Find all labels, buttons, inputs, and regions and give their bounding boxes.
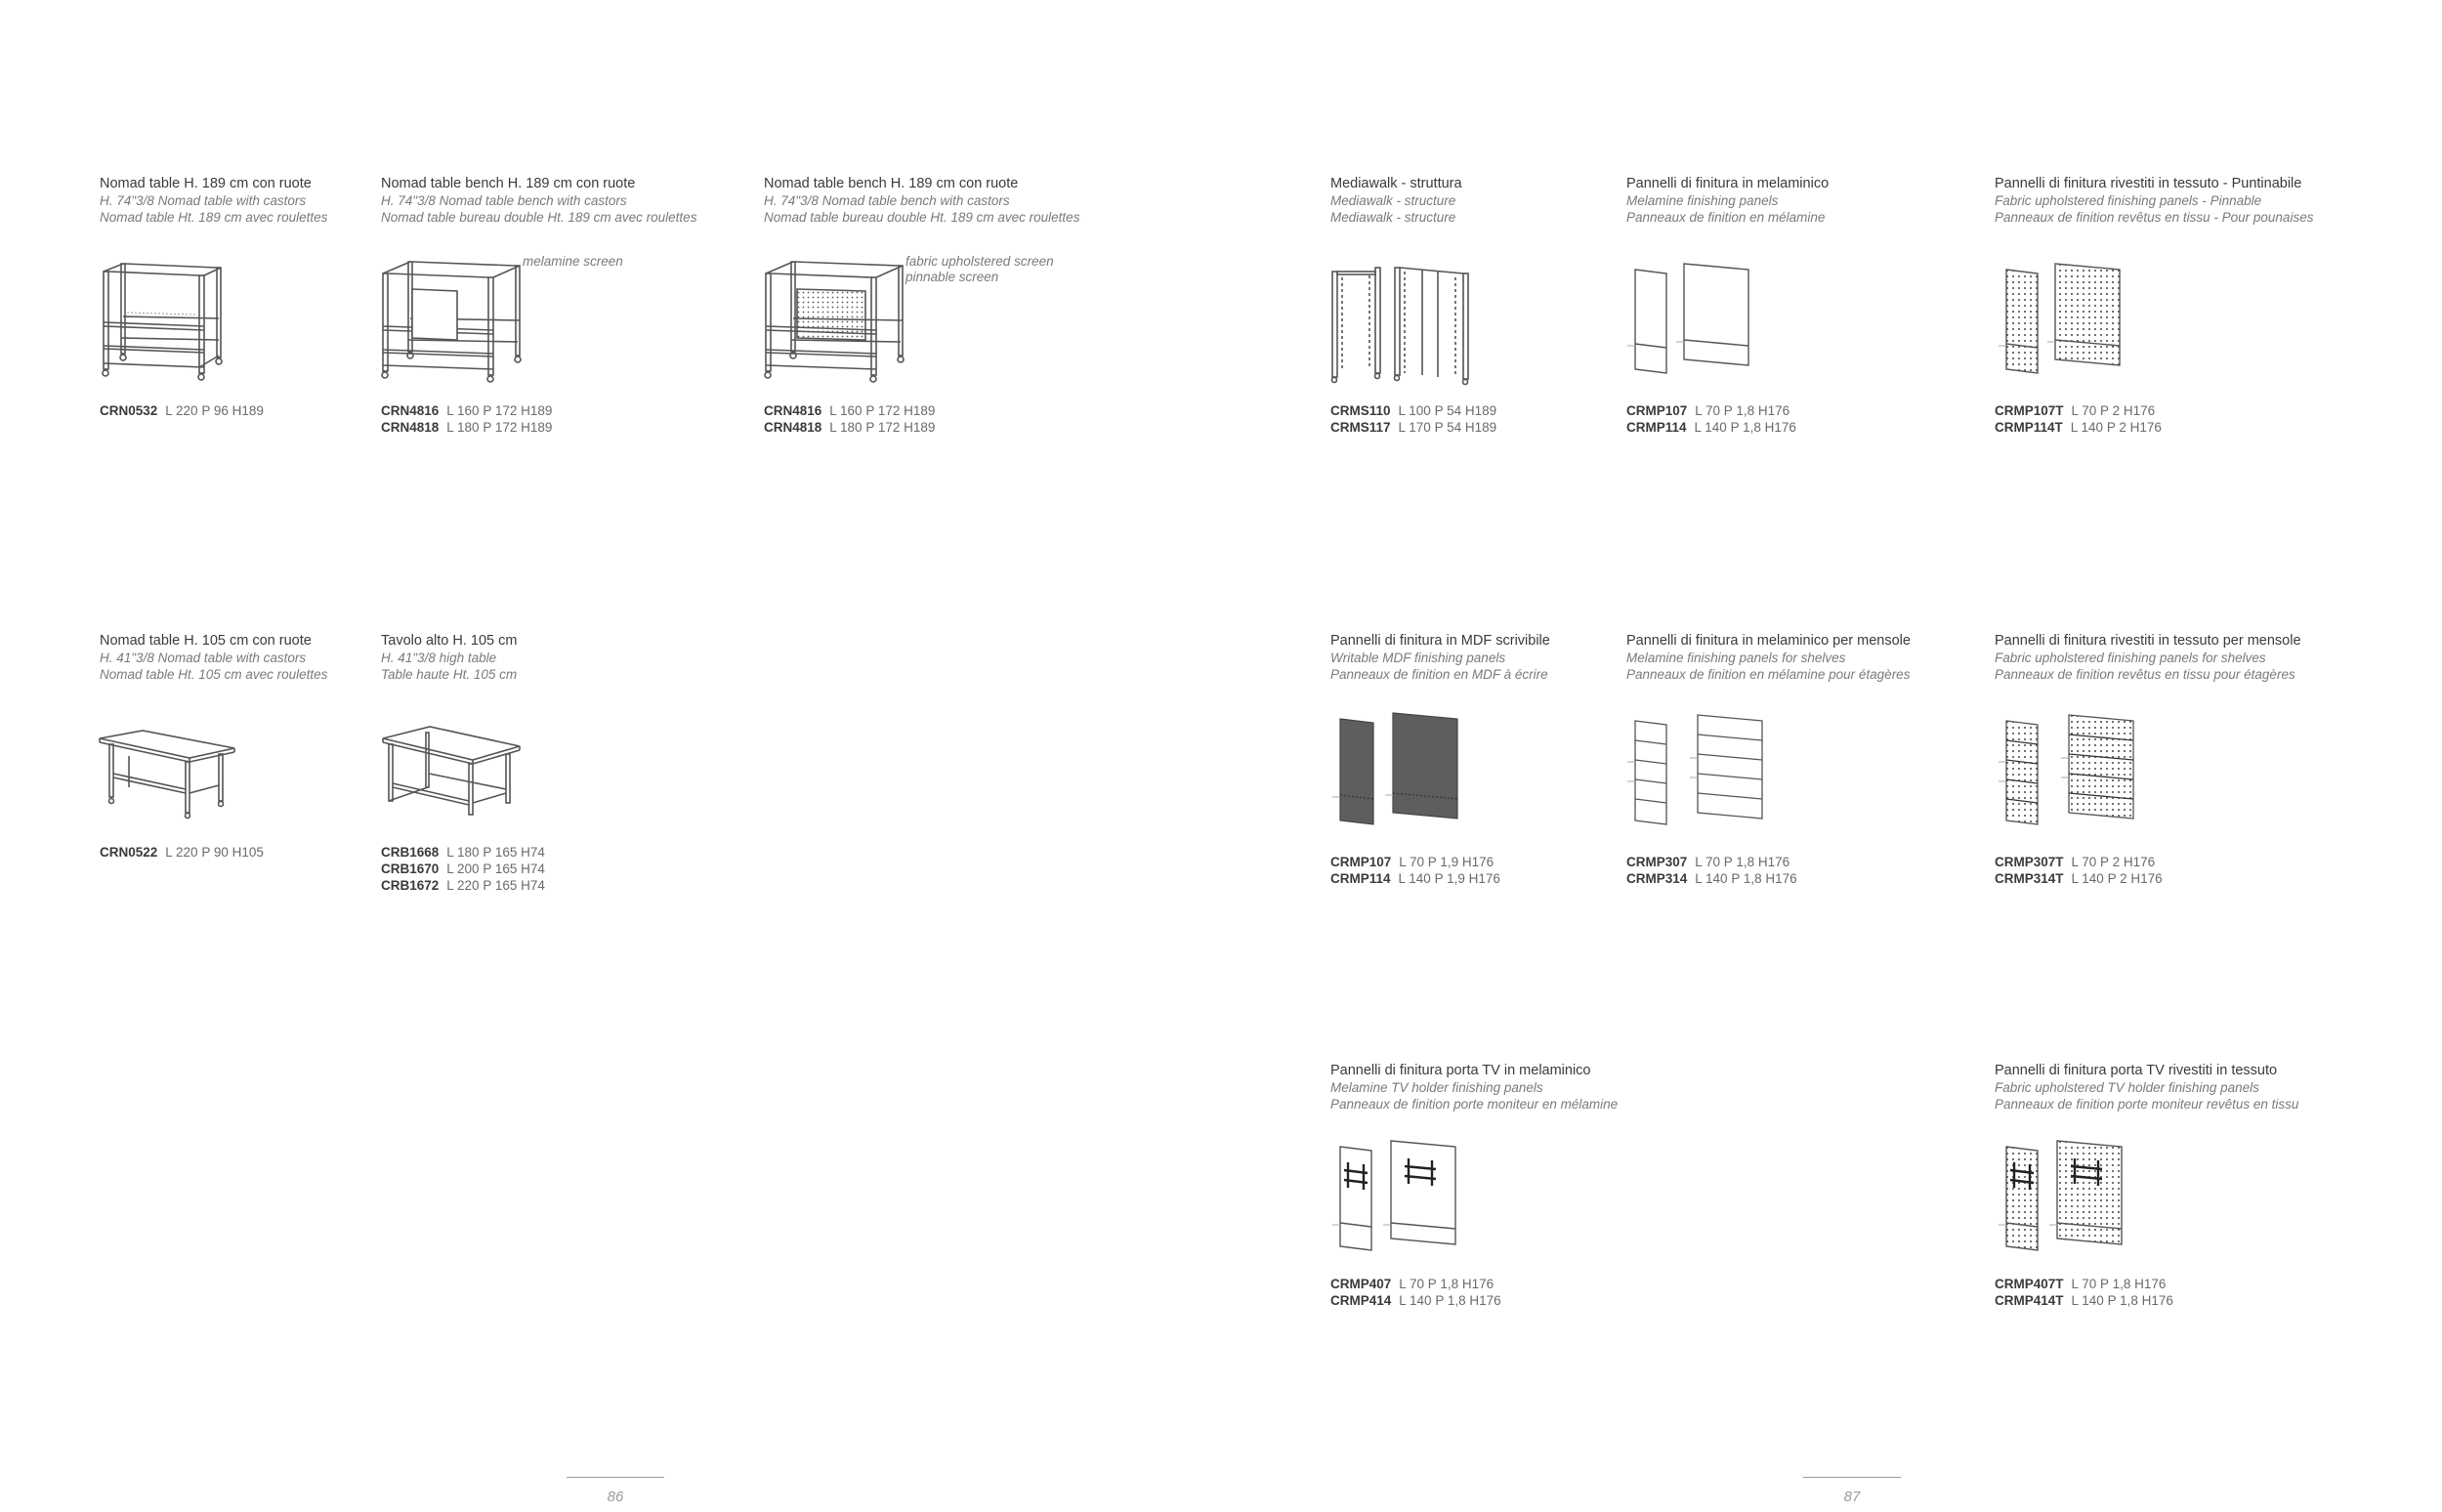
page-number-rule — [567, 1477, 664, 1478]
melamine-shelf-panels-drawing — [1623, 713, 1770, 830]
product-code: CRB1670 — [381, 861, 440, 876]
product-dimensions: L 70 P 1,8 H176 — [1399, 1277, 1495, 1291]
product-codes — [1626, 854, 1797, 887]
product-subtitle-fr: Panneaux de finition en mélamine — [1626, 210, 1826, 225]
product-subtitle-fr: Panneaux de finition revêtus en tissu - Pour pounaises — [1995, 210, 2314, 225]
nomad-table-tall-drawing — [98, 262, 234, 387]
product-title: Pannelli di finitura in melaminico per mensole — [1626, 633, 1911, 649]
product-subtitle-fr: Nomad table bureau double Ht. 189 cm avec roulettes — [764, 210, 1080, 225]
product-header — [100, 633, 327, 683]
product-code: CRMP114 — [1330, 871, 1391, 886]
product-code: CRMP314T — [1995, 871, 2064, 886]
product-code: CRN4816 — [381, 403, 440, 418]
product-dimensions: L 160 P 172 H189 — [446, 403, 553, 418]
product-title: Pannelli di finitura porta TV in melaminico — [1330, 1063, 1591, 1078]
product-codes — [1330, 402, 1496, 436]
product-header — [764, 176, 1079, 226]
product-subtitle-en: Fabric upholstered finishing panels - Pinnable — [1995, 193, 2262, 208]
product-subtitle-fr: Nomad table bureau double Ht. 189 cm avec roulettes — [381, 210, 697, 225]
product-code: CRMP114 — [1626, 420, 1687, 435]
page-number: 87 — [1843, 1489, 1861, 1505]
product-title: Tavolo alto H. 105 cm — [381, 633, 518, 649]
product-header — [1330, 1063, 1618, 1113]
product-code: CRMP307 — [1626, 855, 1688, 869]
product-dimensions: L 140 P 1,8 H176 — [1694, 420, 1796, 435]
product-subtitle-fr: Panneaux de finition porte moniteur revêtus en tissu — [1995, 1097, 2299, 1112]
product-subtitle-en: Mediawalk - structure — [1330, 193, 1456, 208]
product-dimensions: L 70 P 1,8 H176 — [2071, 1277, 2167, 1291]
product-title: Pannelli di finitura porta TV rivestiti in tessuto — [1995, 1063, 2278, 1078]
nomad-bench-melamine-drawing — [379, 256, 535, 387]
product-header — [1626, 176, 1829, 226]
product-code: CRN4818 — [381, 420, 440, 435]
product-title: Nomad table bench H. 189 cm con ruote — [764, 176, 1019, 191]
product-codes — [1995, 854, 2163, 887]
product-dimensions: L 70 P 2 H176 — [2071, 403, 2156, 418]
product-subtitle-en: H. 74"3/8 Nomad table bench with castors — [381, 193, 627, 208]
product-dimensions: L 140 P 1,8 H176 — [1399, 1293, 1501, 1308]
product-codes — [1995, 402, 2162, 436]
product-subtitle-en: Melamine finishing panels — [1626, 193, 1779, 208]
product-subtitle-en: H. 74"3/8 Nomad table with castors — [100, 193, 307, 208]
product-subtitle-en: Melamine TV holder finishing panels — [1330, 1080, 1543, 1095]
product-code: CRN4818 — [764, 420, 822, 435]
product-subtitle-en: H. 41"3/8 Nomad table with castors — [100, 651, 307, 665]
product-subtitle-fr: Panneaux de finition revêtus en tissu pour étagères — [1995, 667, 2295, 682]
product-code: CRB1668 — [381, 845, 440, 860]
product-codes — [764, 402, 935, 436]
nomad-bench-fabric-drawing — [762, 256, 918, 387]
product-code: CRMP414 — [1330, 1293, 1392, 1308]
product-title: Mediawalk - struttura — [1330, 176, 1462, 191]
product-codes — [1626, 402, 1796, 436]
product-codes — [1330, 1276, 1501, 1309]
product-code: CRN4816 — [764, 403, 822, 418]
melamine-panels-drawing — [1623, 262, 1760, 377]
mediawalk-structure-drawing — [1328, 264, 1485, 387]
product-dimensions: L 100 P 54 H189 — [1398, 403, 1497, 418]
product-code: CRMP107 — [1330, 855, 1392, 869]
product-codes — [100, 402, 264, 419]
product-subtitle-fr: Panneaux de finition en mélamine pour étagères — [1626, 667, 1911, 682]
product-subtitle-fr: Mediawalk - structure — [1330, 210, 1456, 225]
product-code: CRMP107 — [1626, 403, 1688, 418]
product-code: CRN0522 — [100, 845, 158, 860]
product-subtitle-fr: Nomad table Ht. 189 cm avec roulettes — [100, 210, 328, 225]
product-dimensions: L 220 P 90 H105 — [165, 845, 264, 860]
product-code: CRMP407 — [1330, 1277, 1392, 1291]
product-subtitle-en: Fabric upholstered TV holder finishing panels — [1995, 1080, 2259, 1095]
fabric-pinnable-panels-drawing — [1993, 262, 2129, 377]
product-codes — [1995, 1276, 2173, 1309]
product-code: CRMP407T — [1995, 1277, 2064, 1291]
product-dimensions: L 140 P 2 H176 — [2071, 871, 2163, 886]
product-dimensions: L 70 P 1,8 H176 — [1695, 403, 1790, 418]
product-header — [1626, 633, 1911, 683]
product-code: CRMS117 — [1330, 420, 1391, 435]
product-dimensions: L 70 P 2 H176 — [2071, 855, 2156, 869]
product-title: Nomad table H. 105 cm con ruote — [100, 633, 312, 649]
product-subtitle-fr: Panneaux de finition porte moniteur en mélamine — [1330, 1097, 1619, 1112]
product-title: Nomad table H. 189 cm con ruote — [100, 176, 312, 191]
drawing-note — [905, 254, 1054, 285]
drawing-note-line: fabric upholstered screen — [905, 254, 1054, 269]
product-header — [1995, 633, 2301, 683]
drawing-note-line: pinnable screen — [905, 270, 999, 284]
product-subtitle-fr: Nomad table Ht. 105 cm avec roulettes — [100, 667, 328, 682]
tv-holder-melamine-panels-drawing — [1328, 1139, 1475, 1256]
product-title: Pannelli di finitura in melaminico — [1626, 176, 1830, 191]
product-subtitle-en: Melamine finishing panels for shelves — [1626, 651, 1846, 665]
product-header — [100, 176, 327, 226]
product-title: Nomad table bench H. 189 cm con ruote — [381, 176, 636, 191]
drawing-note: melamine screen — [523, 254, 623, 269]
page-number: 86 — [607, 1489, 624, 1505]
product-codes — [381, 844, 545, 894]
high-table-drawing — [379, 725, 526, 819]
product-code: CRMS110 — [1330, 403, 1391, 418]
product-code: CRMP114T — [1995, 420, 2063, 435]
product-code: CRMP307T — [1995, 855, 2064, 869]
product-dimensions: L 160 P 172 H189 — [829, 403, 936, 418]
product-codes — [1330, 854, 1500, 887]
product-header — [1995, 1063, 2298, 1113]
product-codes — [381, 402, 552, 436]
product-code: CRMP314 — [1626, 871, 1688, 886]
product-dimensions: L 220 P 165 H74 — [446, 878, 545, 893]
product-title: Pannelli di finitura rivestiti in tessuto - Puntinabile — [1995, 176, 2302, 191]
product-dimensions: L 200 P 165 H74 — [446, 861, 545, 876]
nomad-table-low-drawing — [96, 729, 242, 819]
product-dimensions: L 140 P 1,8 H176 — [2071, 1293, 2173, 1308]
product-dimensions: L 170 P 54 H189 — [1398, 420, 1497, 435]
product-subtitle-en: Fabric upholstered finishing panels for shelves — [1995, 651, 2266, 665]
product-header — [1330, 633, 1550, 683]
product-header — [381, 176, 696, 226]
product-dimensions: L 140 P 1,8 H176 — [1695, 871, 1797, 886]
mdf-writable-panels-drawing — [1330, 713, 1467, 830]
product-codes — [100, 844, 264, 861]
product-code: CRB1672 — [381, 878, 440, 893]
product-header — [1995, 176, 2313, 226]
product-subtitle-en: H. 74"3/8 Nomad table bench with castors — [764, 193, 1010, 208]
product-dimensions: L 140 P 2 H176 — [2070, 420, 2162, 435]
product-subtitle-en: H. 41"3/8 high table — [381, 651, 497, 665]
product-code: CRN0532 — [100, 403, 158, 418]
product-header — [381, 633, 517, 683]
product-dimensions: L 70 P 1,8 H176 — [1695, 855, 1790, 869]
product-dimensions: L 70 P 1,9 H176 — [1399, 855, 1495, 869]
product-dimensions: L 180 P 172 H189 — [829, 420, 936, 435]
product-subtitle-fr: Table haute Ht. 105 cm — [381, 667, 518, 682]
product-dimensions: L 140 P 1,9 H176 — [1398, 871, 1500, 886]
product-subtitle-fr: Panneaux de finition en MDF à écrire — [1330, 667, 1548, 682]
product-dimensions: L 180 P 165 H74 — [446, 845, 545, 860]
product-header — [1330, 176, 1462, 226]
product-code: CRMP107T — [1995, 403, 2064, 418]
product-code: CRMP414T — [1995, 1293, 2064, 1308]
fabric-shelf-panels-drawing — [1993, 713, 2139, 830]
product-title: Pannelli di finitura in MDF scrivibile — [1330, 633, 1550, 649]
product-dimensions: L 180 P 172 H189 — [446, 420, 553, 435]
product-title: Pannelli di finitura rivestiti in tessuto per mensole — [1995, 633, 2301, 649]
page-number-rule — [1803, 1477, 1901, 1478]
tv-holder-fabric-panels-drawing — [1993, 1139, 2139, 1256]
product-dimensions: L 220 P 96 H189 — [165, 403, 264, 418]
product-subtitle-en: Writable MDF finishing panels — [1330, 651, 1506, 665]
